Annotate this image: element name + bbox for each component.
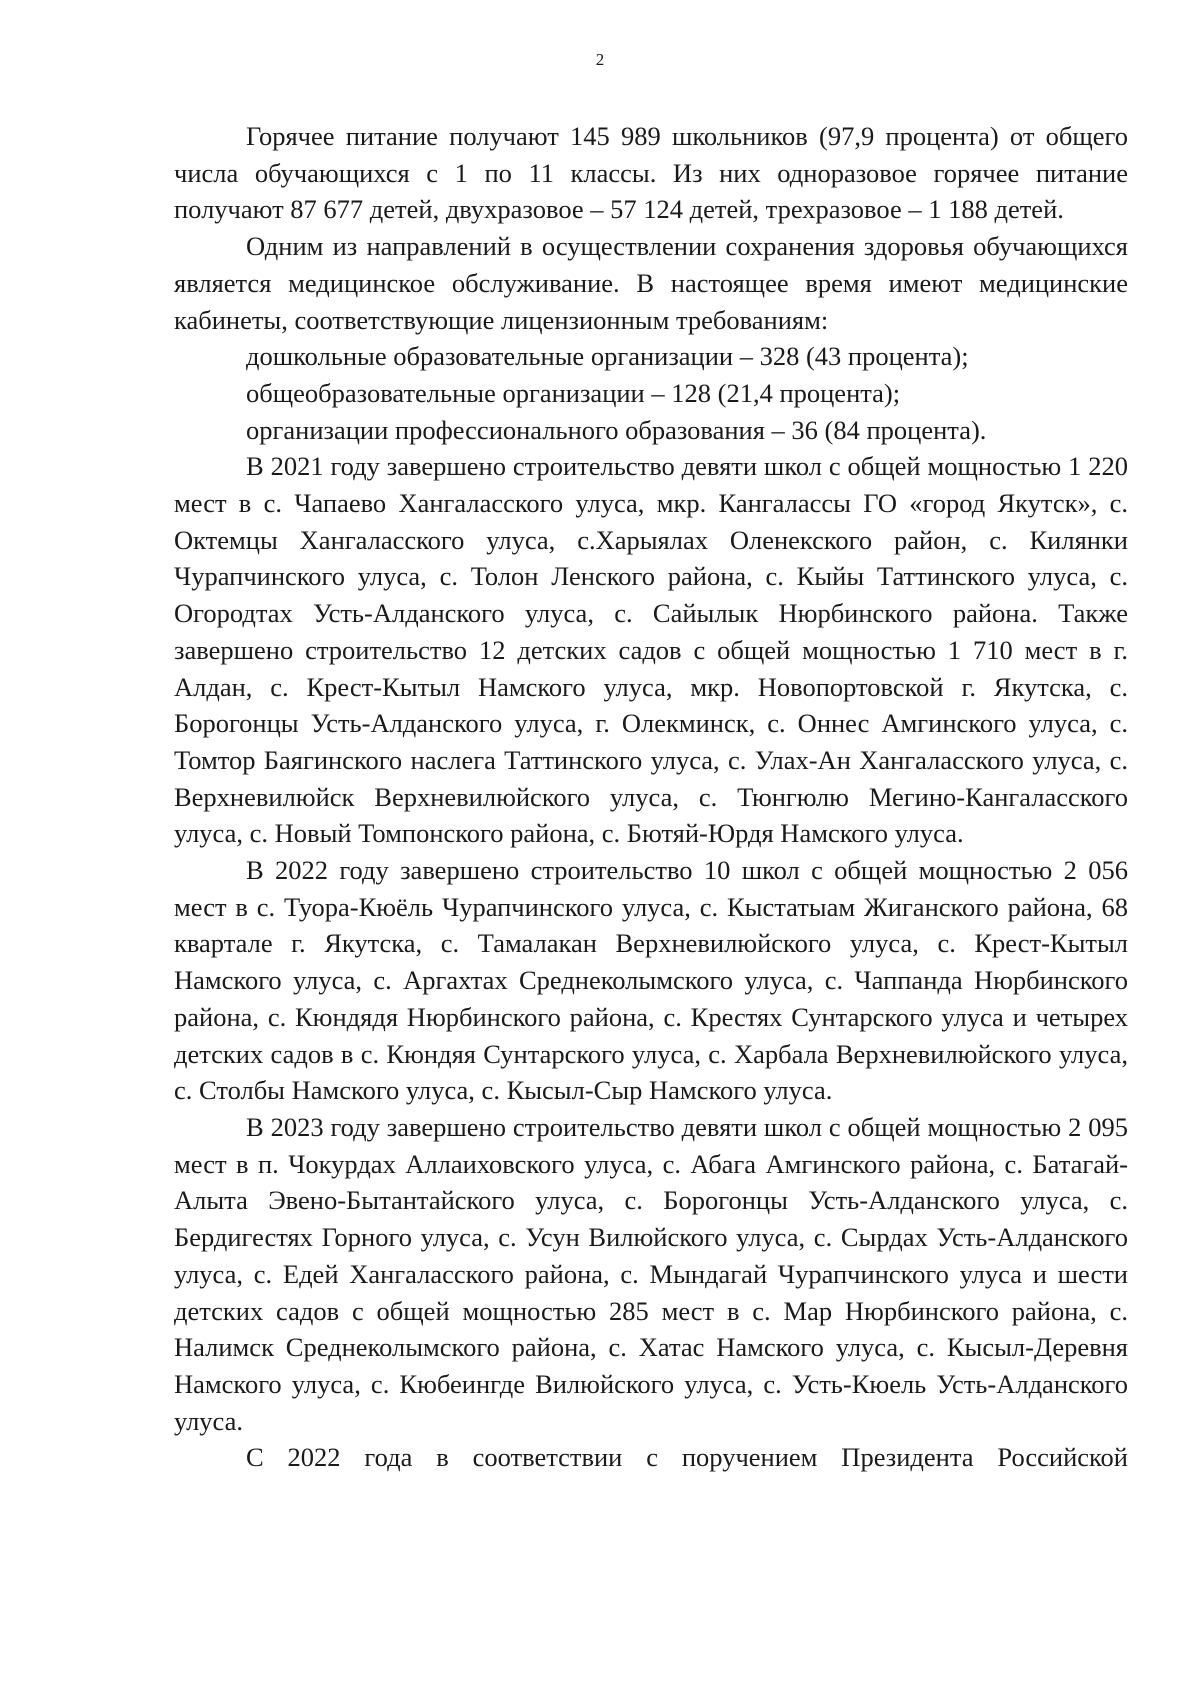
paragraph-construction-2021: В 2021 году завершено строительство девяти школ с общей мощностью 1 220 мест в с. Чапаево Хангаласского улуса, мкр. Кангалассы ГО «город Якутск», с. Октемцы Хангаласского улуса, с.Харыялах Оленекского район, с. Килянки Чурапчинского улуса, с. Толон Ленского района, с. Кыйы Таттинского улуса, с. Огородтах Усть-Алданского улуса, с. Сайылык Нюрбинского района. Также завершено строительство 12 детских садов с общей мощностью 1 710 мест в г. Алдан, с. Крест-Кытыл Намского улуса, мкр. Новопортовской г. Якутска, с. Борогонцы Усть-Алданского улуса, г. Олекминск, с. Оннес Амгинского улуса, с. Томтор Баягинского наслега Таттинского улуса, с. Улах-Ан Хангаласского улуса, с. Верхневилюйск Верхневилюйского улуса, с. Тюнгюлю Мегино-Кангаласского улуса, с. Новый Томпонского района, с. Бютяй-Юрдя Намского улуса. bbox=[174, 451, 1128, 849]
paragraph-construction-2022: В 2022 году завершено строительство 10 школ с общей мощностью 2 056 мест в с. Туора-Кюёль Чурапчинского улуса, с. Кыстатыам Жиганского района, 68 квартале г. Якутска, с. Тамалакан Верхневилюйского улуса, с. Крест-Кытыл Намского улуса, с. Аргахтах Среднеколымского улуса, с. Чаппанда Нюрбинского района, с. Кюндядя Нюрбинского района, с. Крестях Сунтарского улуса и четырех детских садов в с. Кюндяя Сунтарского улуса, с. Харбала Верхневилюйского улуса, с. Столбы Намского улуса, с. Кысыл-Сыр Намского улуса. bbox=[174, 855, 1128, 1106]
paragraph-medical-service: Одним из направлений в осуществлении сохранения здоровья обучающихся является медицинское обслуживание. В настоящее время имеют медицинские кабинеты, соответствующие лицензионным требованиям: bbox=[174, 231, 1128, 335]
paragraph-hot-meals: Горячее питание получают 145 989 школьников (97,9 процента) от общего числа обучающихся с 1 по 11 классы. Из них одноразовое горячее питание получают 87 677 детей, двухразовое – 57 124 детей, трехразовое – 1 188 детей. bbox=[174, 121, 1128, 225]
list-item-preschool: дошкольные образовательные организации – 328 (43 процента); bbox=[246, 341, 969, 372]
page-number: 2 bbox=[595, 50, 605, 69]
paragraph-since-2022: С 2022 года в соответствии с поручением Президента Российской bbox=[246, 1442, 1128, 1473]
list-item-general-education: общеобразовательные организации – 128 (21,4 процента); bbox=[246, 377, 901, 408]
list-item-vocational: организации профессионального образования – 36 (84 процента). bbox=[246, 414, 987, 445]
paragraph-construction-2023: В 2023 году завершено строительство девяти школ с общей мощностью 2 095 мест в п. Чокурдах Аллаиховского улуса, с. Абага Амгинского района, с. Батагай-Алыта Эвено-Бытантайского улуса, с. Борогонцы Усть-Алданского улуса, с. Бердигестях Горного улуса, с. Усун Вилюйского улуса, с. Сырдах Усть-Алданского улуса, с. Едей Хангаласского района, с. Мындагай Чурапчинского улуса и шести детских садов с общей мощностью 285 мест в с. Мар Нюрбинского района, с. Налимск Среднеколымского района, с. Хатас Намского улуса, с. Кысыл-Деревня Намского улуса, с. Кюбеингде Вилюйского улуса, с. Усть-Кюель Усть-Алданского улуса. bbox=[174, 1111, 1128, 1436]
document-body bbox=[174, 118, 1128, 1476]
